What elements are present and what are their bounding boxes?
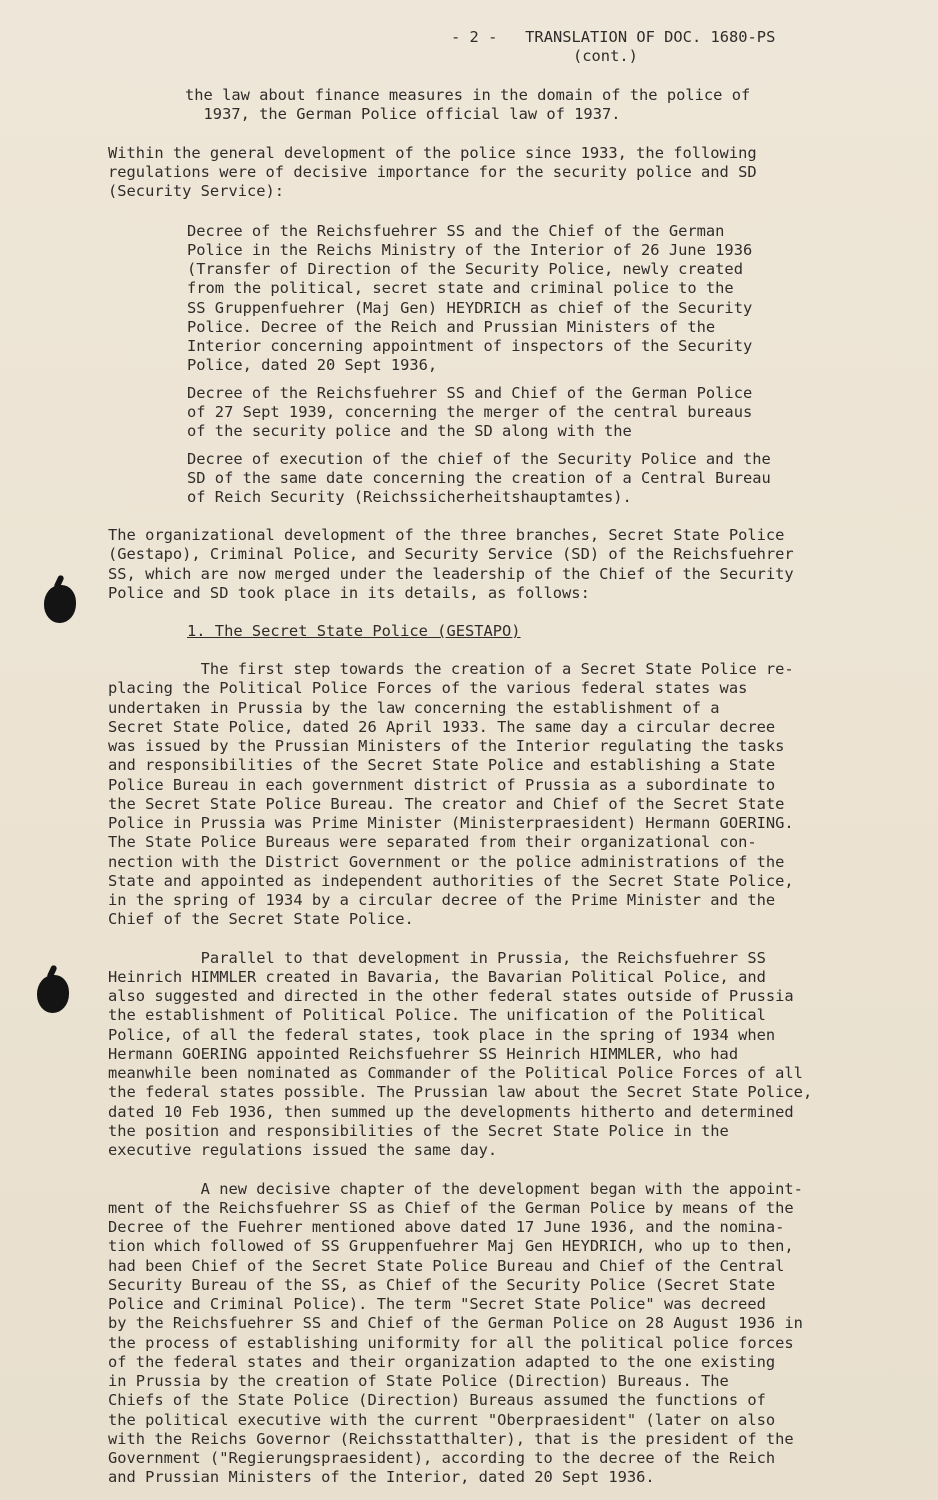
page-header	[451, 28, 775, 67]
punch-hole	[37, 975, 69, 1013]
text-line: Police, dated 20 Sept 1936,	[187, 356, 438, 374]
text-line: The State Police Bureaus were separated from their organizational con-	[108, 833, 757, 851]
text-line: the process of establishing uniformity for all the political police forces	[108, 1334, 794, 1352]
text-line: in Prussia by the creation of State Police (Direction) Bureaus. The	[108, 1372, 729, 1390]
text-line: Police Bureau in each government district of Prussia as a subordinate to	[108, 776, 776, 794]
text-line: Police and SD took place in its details, as follows:	[108, 584, 590, 602]
text-line: Chief of the Secret State Police.	[108, 910, 414, 928]
text-line: Decree of the Reichsfuehrer SS and Chief of the German Police	[187, 384, 753, 402]
text-line: and Prussian Ministers of the Interior, dated 20 Sept 1936.	[108, 1468, 655, 1486]
text-line: A new decisive chapter of the development began with the appoint-	[108, 1180, 803, 1198]
punch-hole	[44, 585, 76, 623]
text-line: Chiefs of the State Police (Direction) Bureaus assumed the functions of	[108, 1391, 766, 1409]
text-line: dated 10 Feb 1936, then summed up the developments hitherto and determined	[108, 1103, 794, 1121]
text-line: Interior concerning appointment of inspectors of the Security	[187, 337, 753, 355]
text-line: (Security Service):	[108, 182, 285, 200]
text-line: of the security police and the SD along with the	[187, 422, 632, 440]
text-line: by the Reichsfuehrer SS and Chief of the German Police on 28 August 1936 in	[108, 1314, 803, 1332]
text-line: Police, of all the federal states, took place in the spring of 1934 when	[108, 1026, 776, 1044]
text-line: Heinrich HIMMLER created in Bavaria, the Bavarian Political Police, and	[108, 968, 766, 986]
text-line: the political executive with the current "Oberpraesident" (later on also	[108, 1411, 776, 1429]
text-line: also suggested and directed in the other federal states outside of Prussia	[108, 987, 794, 1005]
text-line: was issued by the Prussian Ministers of the Interior regulating the tasks	[108, 737, 785, 755]
text-line: Government ("Regierungspraesident), according to the decree of the Reich	[108, 1449, 776, 1467]
text-line: executive regulations issued the same day.	[108, 1141, 498, 1159]
text-line: meanwhile been nominated as Commander of the Political Police Forces of all	[108, 1064, 803, 1082]
text-line: Decree of the Fuehrer mentioned above dated 17 June 1936, and the nomina-	[108, 1218, 785, 1236]
text-line: of Reich Security (Reichssicherheitshauptamtes).	[187, 488, 632, 506]
text-line: with the Reichs Governor (Reichsstatthalter), that is the president of the	[108, 1430, 794, 1448]
text-line: the establishment of Political Police. The unification of the Political	[108, 1006, 766, 1024]
text-line: SD of the same date concerning the creation of a Central Bureau	[187, 469, 771, 487]
text-line: SS, which are now merged under the leadership of the Chief of the Security	[108, 565, 794, 583]
text-line: regulations were of decisive importance for the security police and SD	[108, 163, 757, 181]
text-line: SS Gruppenfuehrer (Maj Gen) HEYDRICH as chief of the Security	[187, 299, 753, 317]
text-line: Secret State Police, dated 26 April 1933. The same day a circular decree	[108, 718, 776, 736]
text-line: (Transfer of Direction of the Security Police, newly created	[187, 260, 743, 278]
text-line: of the federal states and their organization adapted to the one existing	[108, 1353, 776, 1371]
text-line: Security Bureau of the SS, as Chief of the Security Police (Secret State	[108, 1276, 776, 1294]
text-line: undertaken in Prussia by the law concerning the establishment of a	[108, 699, 720, 717]
text-line: Parallel to that development in Prussia, the Reichsfuehrer SS	[108, 949, 766, 967]
text-line: the Secret State Police Bureau. The creator and Chief of the Secret State	[108, 795, 785, 813]
section-heading: 1. The Secret State Police (GESTAPO)	[187, 622, 521, 640]
text-line: placing the Political Police Forces of the various federal states was	[108, 679, 748, 697]
text-line: Police and Criminal Police). The term "Secret State Police" was decreed	[108, 1295, 766, 1313]
text-line: Hermann GOERING appointed Reichsfuehrer SS Heinrich HIMMLER, who had	[108, 1045, 739, 1063]
text-line: Decree of execution of the chief of the Security Police and the	[187, 450, 771, 468]
document-title: TRANSLATION OF DOC. 1680-PS	[525, 28, 776, 46]
text-line: Decree of the Reichsfuehrer SS and the Chief of the German	[187, 222, 725, 240]
page-number: - 2 -	[451, 28, 498, 46]
text-line: and responsibilities of the Secret State Police and establishing a State	[108, 756, 776, 774]
text-line: had been Chief of the Secret State Police Bureau and Chief of the Central	[108, 1257, 785, 1275]
document-subtitle: (cont.)	[573, 47, 638, 66]
text-line: in the spring of 1934 by a circular decree of the Prime Minister and the	[108, 891, 776, 909]
text-line: Within the general development of the police since 1933, the following	[108, 144, 757, 162]
text-line: the federal states possible. The Prussian law about the Secret State Police,	[108, 1083, 813, 1101]
text-line: the law about finance measures in the domain of the police of	[185, 86, 751, 104]
text-line: The first step towards the creation of a Secret State Police re-	[108, 660, 794, 678]
text-line: ment of the Reichsfuehrer SS as Chief of the German Police by means of the	[108, 1199, 794, 1217]
text-line: tion which followed of SS Gruppenfuehrer Maj Gen HEYDRICH, who up to then,	[108, 1237, 794, 1255]
text-line: nection with the District Government or the police administrations of the	[108, 853, 785, 871]
text-line: 1937, the German Police official law of 1937.	[185, 105, 621, 123]
text-line: from the political, secret state and criminal police to the	[187, 279, 734, 297]
text-line: Police. Decree of the Reich and Prussian Ministers of the	[187, 318, 716, 336]
text-line: the position and responsibilities of the Secret State Police in the	[108, 1122, 729, 1140]
text-line: of 27 Sept 1939, concerning the merger of the central bureaus	[187, 403, 753, 421]
text-line: The organizational development of the three branches, Secret State Police	[108, 526, 785, 544]
text-line: Police in the Reichs Ministry of the Interior of 26 June 1936	[187, 241, 753, 259]
text-line: (Gestapo), Criminal Police, and Security Service (SD) of the Reichsfuehrer	[108, 545, 794, 563]
text-line: State and appointed as independent authorities of the Secret State Police,	[108, 872, 794, 890]
text-line: Police in Prussia was Prime Minister (Ministerpraesident) Hermann GOERING.	[108, 814, 794, 832]
